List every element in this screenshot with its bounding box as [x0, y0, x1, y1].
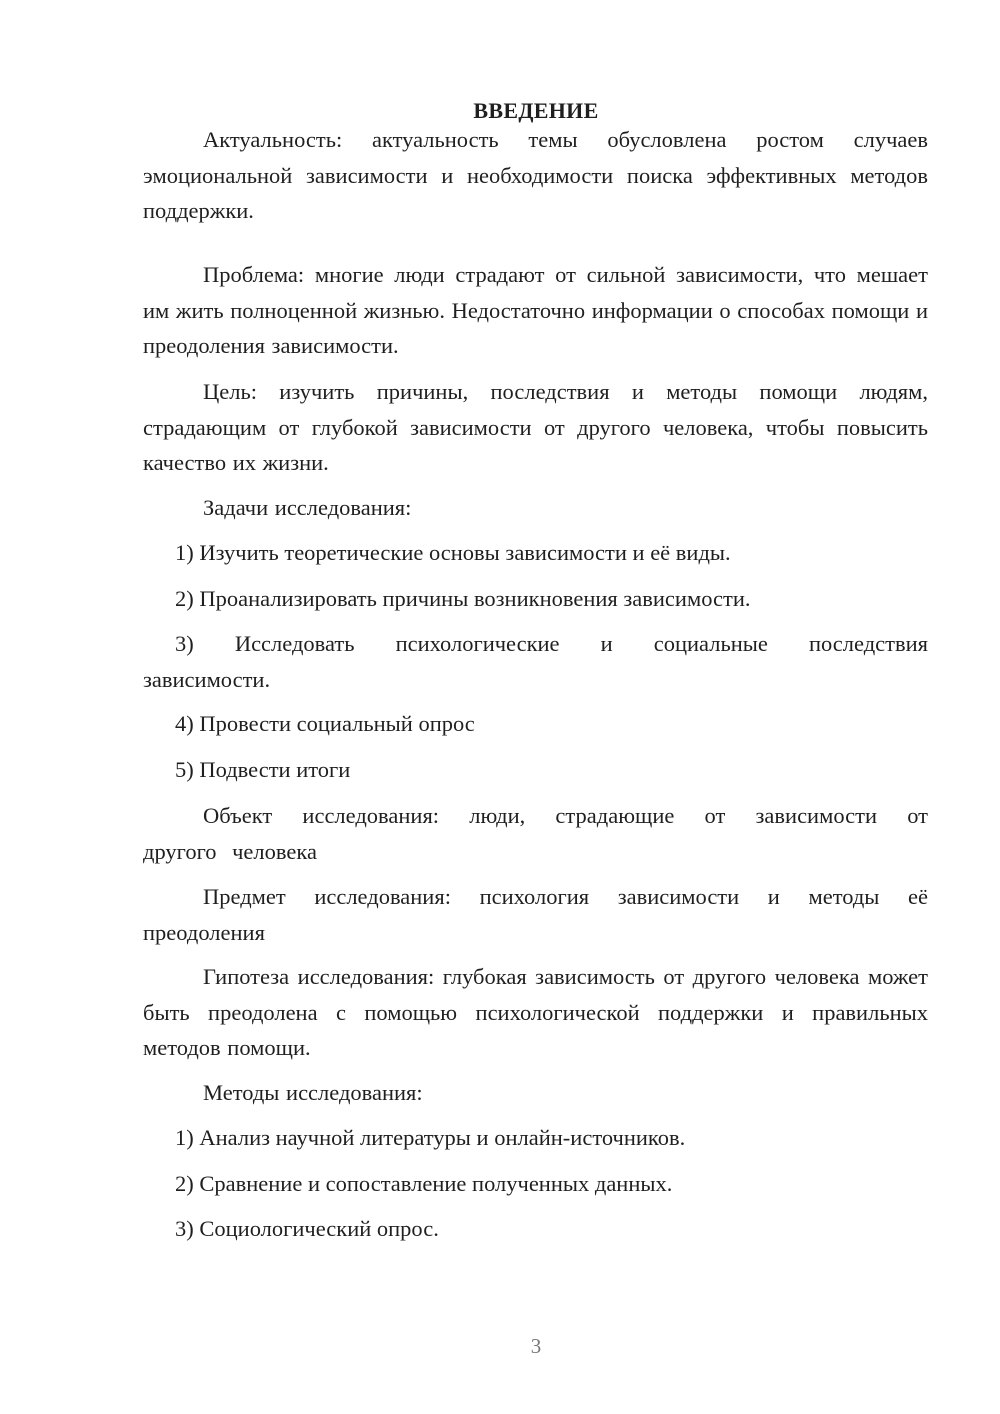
- method-item-1: 1) Анализ научной литературы и онлайн-источников.: [175, 1125, 686, 1150]
- object-paragraph: Объект исследования: люди, страдающие от зависимости от другого человека: [143, 803, 928, 864]
- methods-title: Методы исследования:: [203, 1080, 423, 1105]
- tasks-title: Задачи исследования:: [203, 495, 412, 520]
- task-item-5: 5) Подвести итоги: [175, 757, 351, 782]
- task-item-1: 1) Изучить теоретические основы зависимости и её виды.: [175, 540, 731, 565]
- task-item-2: 2) Проанализировать причины возникновения зависимости.: [175, 586, 751, 611]
- subject-paragraph: Предмет исследования: психология зависимости и методы её преодоления: [143, 884, 928, 945]
- method-item-3: 3) Социологический опрос.: [175, 1216, 439, 1241]
- problem-paragraph: Проблема: многие люди страдают от сильной зависимости, что мешает им жить полноценной жизнью. Недостаточно информации о способах помощи и преодоления зависимости.: [143, 262, 928, 358]
- page-number: 3: [530, 1334, 542, 1358]
- relevance-paragraph: Актуальность: актуальность темы обусловлена ростом случаев эмоциональной зависимости и необходимости поиска эффективных методов поддержки.: [143, 127, 928, 223]
- method-item-2: 2) Сравнение и сопоставление полученных данных.: [175, 1171, 673, 1196]
- hypothesis-paragraph: Гипотеза исследования: глубокая зависимость от другого человека может быть преодолена с помощью психологической поддержки и правильных методов помощи.: [143, 964, 928, 1060]
- task-item-3: 3) Исследовать психологические и социальные последствия зависимости.: [143, 631, 928, 692]
- page-title: ВВЕДЕНИЕ: [473, 98, 599, 123]
- goal-paragraph: Цель: изучить причины, последствия и методы помощи людям, страдающим от глубокой зависимости от другого человека, чтобы повысить качество их жизни.: [143, 379, 928, 475]
- task-item-4: 4) Провести социальный опрос: [175, 711, 475, 736]
